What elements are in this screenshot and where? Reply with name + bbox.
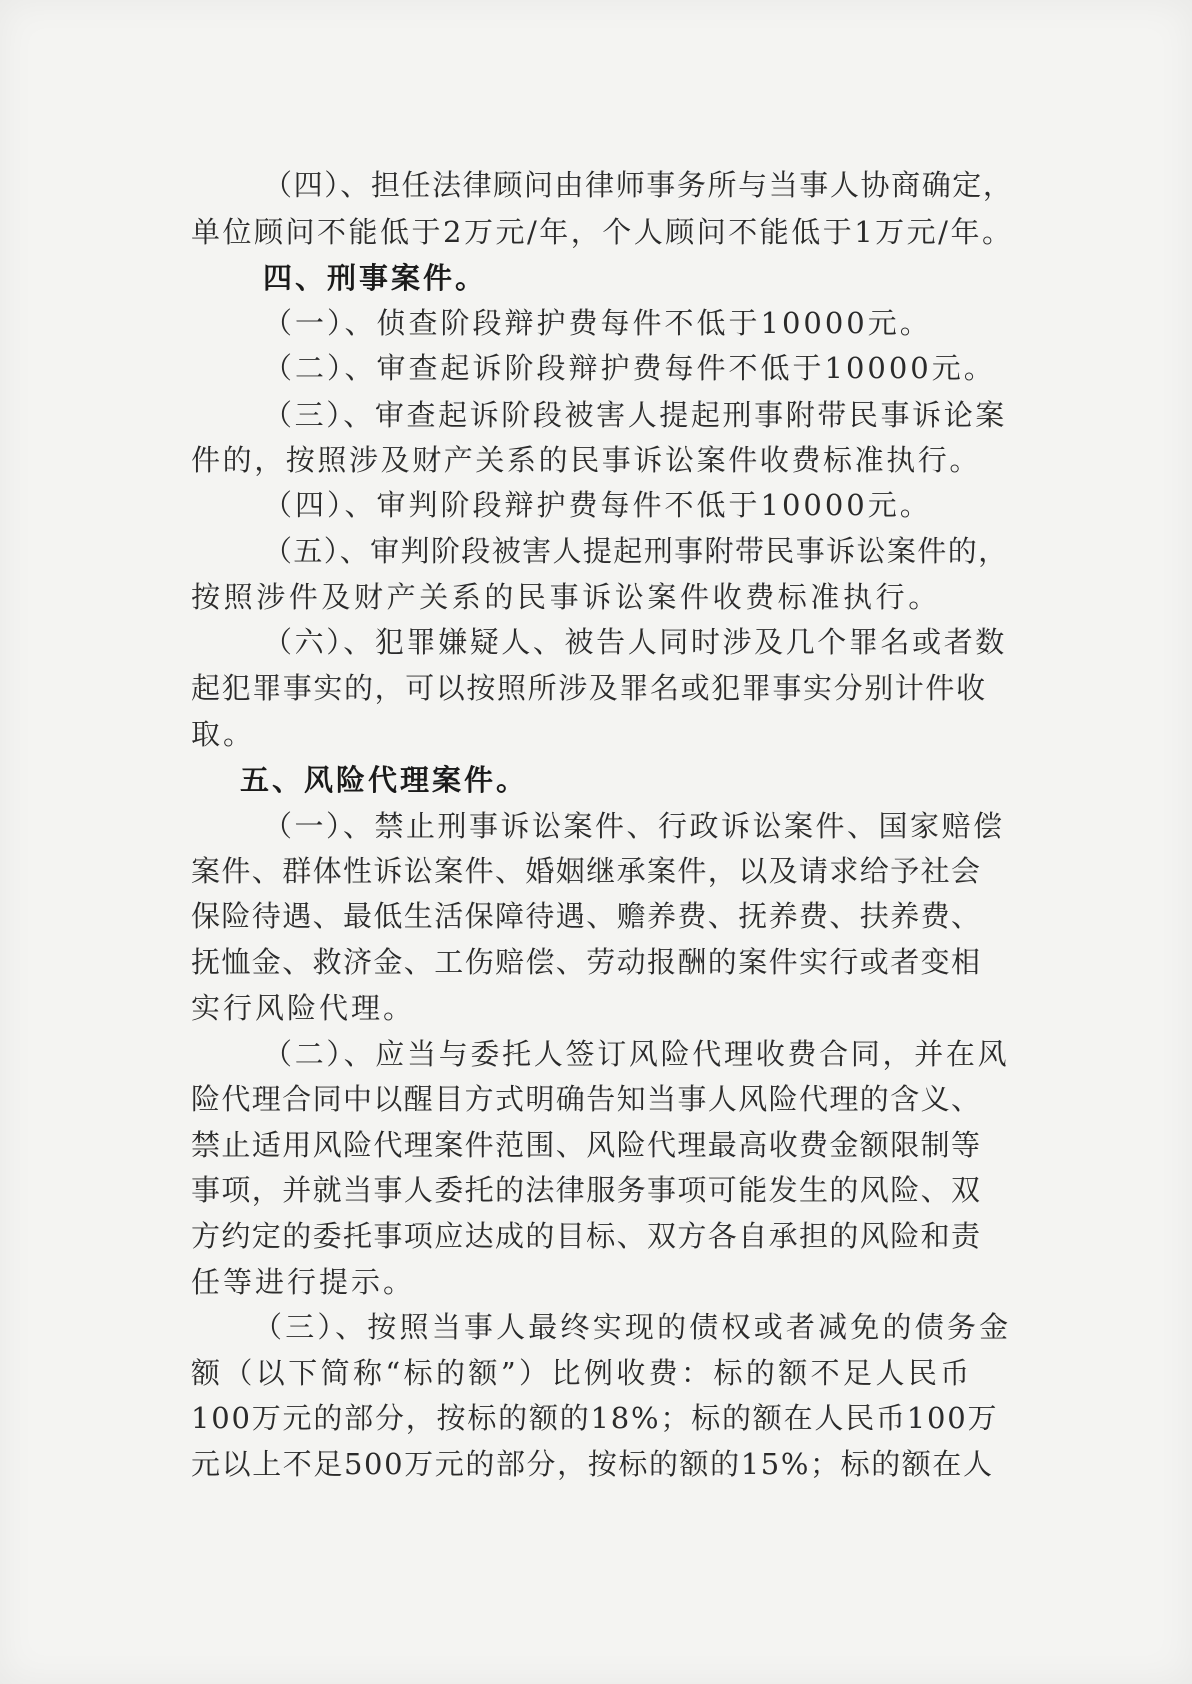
- paragraph-line: （六）、犯罪嫌疑人、被告人同时涉及几个罪名或者数: [263, 625, 1007, 659]
- paragraph-line: （五）、审判阶段被害人提起刑事附带民事诉讼案件的，: [263, 534, 1009, 568]
- paragraph-line: （一）、禁止刑事诉讼案件、行政诉讼案件、国家赔偿: [263, 809, 1005, 843]
- paragraph-line: （三）、审查起诉阶段被害人提起刑事附带民事诉论案: [263, 398, 1007, 432]
- paragraph-line: （一）、侦查阶段辩护费每件不低于10000元。: [263, 306, 932, 340]
- paragraph-line: 禁止适用风险代理案件范围、风险代理最高收费金额限制等: [191, 1128, 982, 1162]
- paragraph-line: 取。: [191, 717, 256, 751]
- paragraph-line: 件的，按照涉及财产关系的民事诉讼案件收费标准执行。: [191, 443, 982, 477]
- paragraph-line: （三）、按照当事人最终实现的债权或者减免的债务金: [253, 1310, 1012, 1344]
- paragraph-line: 案件、群体性诉讼案件、婚姻继承案件，以及请求给予社会: [191, 854, 982, 888]
- paragraph-line: 元以上不足500万元的部分，按标的额的15%；标的额在人: [191, 1447, 994, 1481]
- paragraph-line: （二）、审查起诉阶段辩护费每件不低于10000元。: [263, 351, 996, 385]
- section-heading: 四、刑事案件。: [263, 261, 488, 295]
- paragraph-line: 任等进行提示。: [191, 1265, 416, 1299]
- paragraph-line: 起犯罪事实的，可以按照所涉及罪名或犯罪事实分别计件收: [191, 671, 987, 705]
- paragraph-line: 实行风险代理。: [191, 991, 416, 1025]
- paragraph-line: 按照涉件及财产关系的民事诉讼案件收费标准执行。: [191, 580, 941, 614]
- paragraph-line: 抚恤金、救济金、工伤赔偿、劳动报酬的案件实行或者变相: [191, 945, 982, 979]
- paragraph-line: （二）、应当与委托人签订风险代理收费合同，并在风: [263, 1037, 1010, 1071]
- paragraph-line: 方约定的委托事项应达成的目标、双方各自承担的风险和责: [191, 1219, 982, 1253]
- section-heading: 五、风险代理案件。: [240, 763, 529, 797]
- paragraph-line: （四）、审判阶段辩护费每件不低于10000元。: [263, 488, 932, 522]
- paragraph-line: 100万元的部分，按标的额的18%；标的额在人民币100万: [191, 1401, 999, 1435]
- paragraph-line: 保险待遇、最低生活保障待遇、赡养费、抚养费、扶养费、: [191, 899, 982, 933]
- paragraph-line: 事项，并就当事人委托的法律服务事项可能发生的风险、双: [191, 1173, 982, 1207]
- paragraph-line: （四）、担任法律顾问由律师事务所与当事人协商确定，: [263, 168, 1014, 202]
- paragraph-line: 额（以下简称“标的额”）比例收费：标的额不足人民币: [191, 1356, 973, 1390]
- paragraph-line: 险代理合同中以醒目方式明确告知当事人风险代理的含义、: [191, 1082, 982, 1116]
- paragraph-line: 单位顾问不能低于2万元/年，个人顾问不能低于1万元/年。: [191, 215, 1014, 249]
